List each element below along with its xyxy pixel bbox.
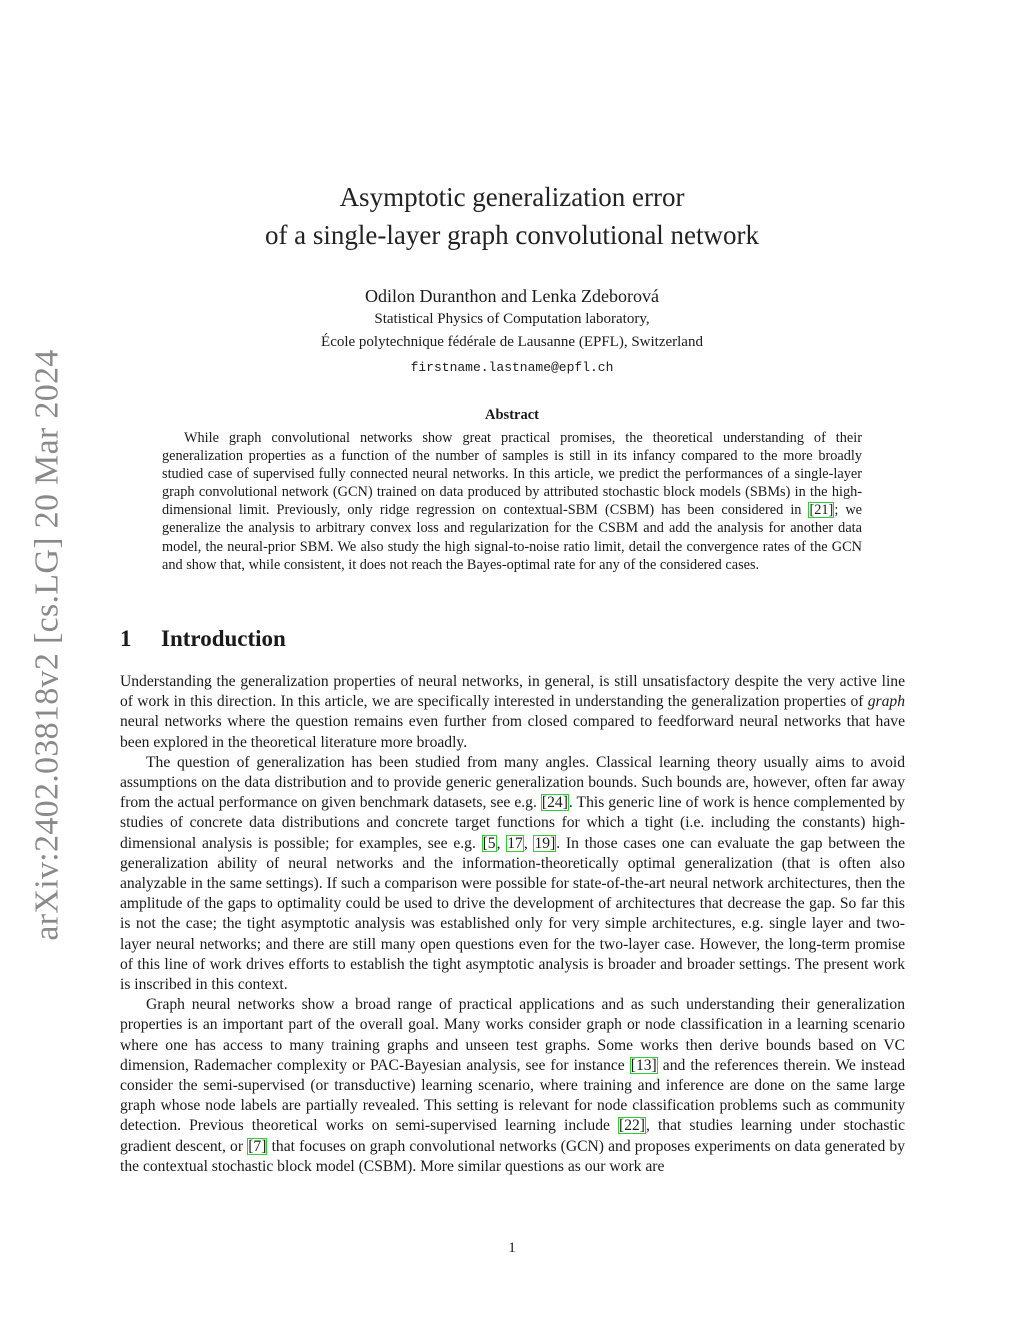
- citation-link-22[interactable]: [22]: [619, 1117, 645, 1135]
- section-heading: [120, 624, 905, 654]
- paragraph-3-text-d: that focuses on graph convolutional networks (GCN) and proposes experiments on data generated by the contextual stochastic block model (CSBM). More similar questions as our work are: [120, 1137, 905, 1175]
- introduction-section: [120, 624, 905, 1177]
- intro-paragraph-2: [120, 753, 905, 995]
- citation-link-24[interactable]: [24]: [541, 794, 568, 812]
- citation-link-13[interactable]: [13]: [630, 1056, 657, 1074]
- intro-paragraph-1: [120, 672, 905, 753]
- intro-paragraph-3: [120, 995, 905, 1177]
- citation-separator-2: ,: [523, 834, 534, 852]
- abstract-text-part-2: ; we generalize the analysis to arbitrary convex loss and regularization for the CSBM and add the analysis for another data model, the neural-prior SBM. We also study the high signal-to-noise ratio limit, detail the convergence rates of the GCN and show that, while consistent, it does not reach the Bayes-optimal rate for any of the considered cases.: [162, 502, 862, 573]
- author-list: Odilon Duranthon and Lenka Zdeborová: [365, 286, 659, 306]
- title-block: [120, 178, 904, 379]
- paragraph-3-text-a: Graph neural networks show a broad range of practical applications and as such understanding their generalization properties is an important part of the overall goal. Many works consider graph or node classification in a learning scenario where one has access to many training graphs and unseen test graphs. Some works then derive bounds based on VC dimension, Rademacher complexity or PAC-Bayesian analysis, see for instance: [120, 996, 905, 1074]
- section-number: 1: [120, 626, 132, 651]
- arxiv-identifier-stamp: [18, 350, 78, 940]
- paragraph-2-text-a: The question of generalization has been studied from many angles. Classical learning theory usually aims to avoid assumptions on the data distribution and to provide generic generalization bounds. Such bounds are, however, often far away from the actual performance on given benchmark datasets, see e.g.: [120, 753, 905, 812]
- paragraph-2-text-b: . This generic line of work is hence complemented by studies of concrete data distributions and concrete target functions for which a tight (i.e. including the constants) high-dimensional analysis is possible; for examples, see e.g.: [120, 794, 905, 852]
- page-number: 1: [508, 1240, 516, 1256]
- affiliation-line-1: Statistical Physics of Computation laboratory,: [374, 311, 650, 327]
- affiliation-line-2: École polytechnique fédérale de Lausanne (EPFL), Switzerland: [321, 334, 703, 350]
- paragraph-1-text-b: neural networks where the question remains even further from closed compared to feedforward neural networks that have been explored in the theoretical literature more broadly.: [120, 713, 905, 751]
- citation-link-17[interactable]: 17: [507, 834, 523, 852]
- citation-link-5[interactable]: [5: [482, 834, 496, 852]
- abstract-heading: Abstract: [485, 407, 539, 423]
- abstract-text-part-1: While graph convolutional networks show great practical promises, the theoretical understanding of their generalization properties as a function of the number of samples is still in its infancy compared to the more broadly studied case of supervised fully connected neural networks. In this article, we predict the performances of a single-layer graph convolutional network (GCN) trained on data produced by attributed stochastic block models (SBMs) in the high-dimensional limit. Previously, only ridge regression on contextual-SBM (CSBM) has been considered in: [162, 430, 862, 519]
- abstract: [162, 407, 862, 574]
- paragraph-3-text-c: , that studies learning under stochastic gradient descent, or: [120, 1117, 905, 1155]
- paragraph-1-text-a: Understanding the generalization properties of neural networks, in general, is still unsatisfactory despite the very active line of work in this direction. In this article, we are specifically interested in understanding the generalization properties of: [120, 673, 905, 711]
- paragraph-2-text-c: . In those cases one can evaluate the gap between the generalization ability of neural networks and the information-theoretically optimal generalization (that is often also analyzable in the same settings). If such a comparison were possible for state-of-the-art neural network architectures, then the amplitude of the gaps to optimality could be used to drive the development of architectures that decrease the gap. So far this is not the case; the tight asymptotic analysis was established only for very simple architectures, e.g. single layer and two-layer neural networks; and there are still many open questions even for the two-layer case. However, the long-term promise of this line of work drives efforts to establish the tight asymptotic analysis is broader and broader settings. The present work is inscribed in this context.: [120, 834, 905, 994]
- arxiv-id-text: arXiv:2402.03818v2 [cs.LG] 20 Mar 2024: [29, 349, 67, 941]
- emphasis-graph: graph: [867, 693, 905, 711]
- section-title: Introduction: [161, 626, 286, 651]
- citation-link-7[interactable]: [7]: [248, 1137, 267, 1155]
- abstract-body: [162, 429, 862, 574]
- citation-link-21[interactable]: [21]: [809, 502, 834, 519]
- citation-separator-1: ,: [496, 834, 507, 852]
- paper-title-line-2: of a single-layer graph convolutional network: [264, 220, 760, 250]
- citation-link-19[interactable]: 19]: [534, 834, 556, 852]
- author-email: firstname.lastname@epfl.ch: [410, 360, 614, 375]
- paragraph-3-text-b: and the references therein. We instead consider the semi-supervised (or transductive) learning scenario, where training and inference are done on the same large graph whose node labels are partially revealed. This setting is relevant for node classification problems such as community detection. Previous theoretical works on semi-supervised learning include: [120, 1056, 905, 1135]
- paper-title-line-1: Asymptotic generalization error: [339, 182, 685, 212]
